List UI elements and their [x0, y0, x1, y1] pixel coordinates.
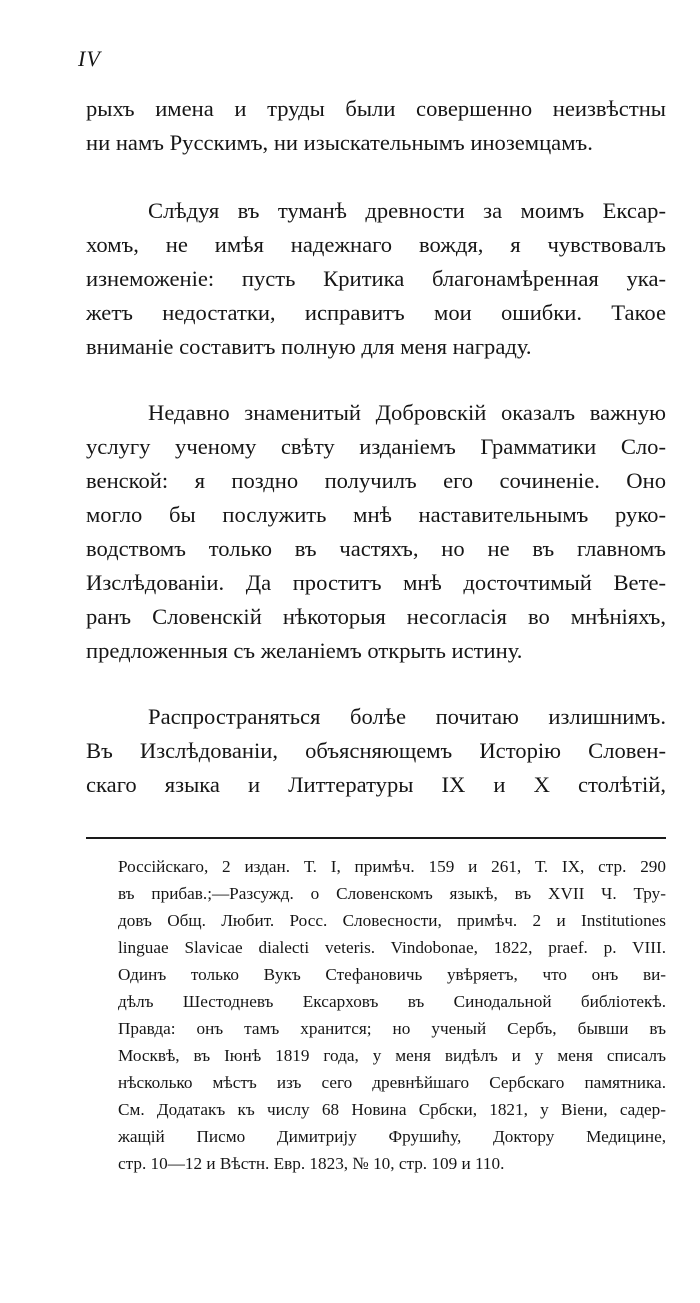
footnote-line: Одинъ только Вукъ Стефановичь увѣряетъ, что онъ ви- [118, 965, 666, 984]
text-line: жетъ недостатки, исправитъ мои ошибки. Такое [86, 300, 666, 325]
footnote-line: въ прибав.;—Разсужд. о Словенскомъ языкѣ, въ XVII Ч. Тру- [118, 884, 666, 903]
text-line: Въ Изслѣдованіи, объясняющемъ Исторію Словен- [86, 738, 666, 763]
text-line: Недавно знаменитый Добровскій оказалъ важную [148, 400, 666, 425]
text-line: ранъ Словенскій нѣкоторыя несогласія во мнѣніяхъ, [86, 604, 666, 629]
text-line: Слѣдуя въ туманѣ древности за моимъ Ексар- [148, 198, 666, 223]
text-line: услугу ученому свѣту изданіемъ Грамматики Сло- [86, 434, 666, 459]
footnote-line: жащій Писмо Димитрију Фрушићу, Доктору Медицине, [118, 1127, 666, 1146]
footnote-line: стр. 10—12 и Вѣстн. Евр. 1823, № 10, стр. 109 и 110. [118, 1154, 505, 1173]
text-line: Распространяться болѣе почитаю излишнимъ. [148, 704, 666, 729]
text-line: рыхъ имена и труды были совершенно неизвѣстны [86, 96, 666, 121]
text-line: Изслѣдованіи. Да проститъ мнѣ досточтимый Вете- [86, 570, 666, 595]
footnote-line: См. Додатакъ къ числу 68 Новина Србски, 1821, у Віени, садер- [118, 1100, 666, 1119]
footnote-line: довъ Общ. Любит. Росс. Словесности, примѣч. 2 и Institutiones [118, 911, 666, 930]
footnote-line: Правда: онъ тамъ хранится; но ученый Сербъ, бывши въ [118, 1019, 666, 1038]
footnote-line: Москвѣ, въ Іюнѣ 1819 года, у меня видѣлъ и у меня списалъ [118, 1046, 666, 1065]
page-number: IV [78, 46, 101, 71]
footnote-line: нѣсколько мѣстъ изъ сего древнѣйшаго Сербскаго памятника. [118, 1073, 666, 1092]
text-line: венской: я поздно получилъ его сочиненіе. Оно [86, 468, 666, 493]
footnote-separator [86, 837, 666, 839]
text-line: водствомъ только въ частяхъ, но не въ главномъ [86, 536, 666, 561]
text-line: предложенныя съ желаніемъ открыть истину. [86, 638, 523, 663]
text-line: скаго языка и Литтературы IX и X столѣтій, [86, 772, 666, 797]
text-line: вниманіе составитъ полную для меня награду. [86, 334, 532, 359]
text-line: хомъ, не имѣя надежнаго вождя, я чувствовалъ [86, 232, 666, 257]
footnote-line: linguae Slavicae dialecti veteris. Vindobonae, 1822, praef. p. VIII. [118, 938, 666, 957]
text-line: ни намъ Русскимъ, ни изыскательнымъ иноземцамъ. [86, 130, 593, 155]
footnote-line: Россійскаго, 2 издан. Т. I, примѣч. 159 и 261, Т. IX, стр. 290 [118, 857, 666, 876]
text-line: изнеможеніе: пусть Критика благонамѣренная ука- [86, 266, 666, 291]
footnote-line: дѣлъ Шестодневъ Ексарховъ въ Синодальной библіотекѣ. [118, 992, 666, 1011]
text-line: могло бы послужить мнѣ наставительнымъ руко- [86, 502, 666, 527]
